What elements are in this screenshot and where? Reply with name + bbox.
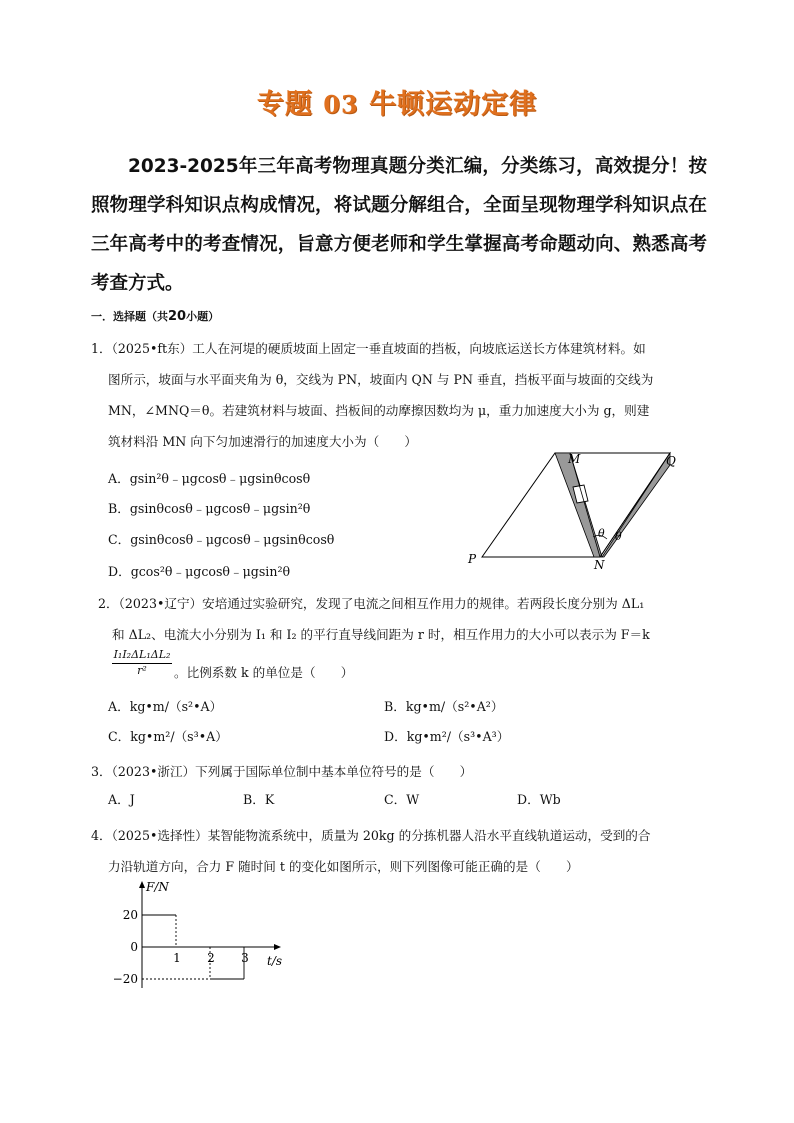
q2-line2: 和 ΔL₂、电流大小分别为 I₁ 和 I₂ 的平行直导线间距为 r 时，相互作用力的大小可以表示为 F＝k: [112, 627, 650, 642]
q2-line1: （2023•辽宁）安培通过实验研究，发现了电流之间相互作用力的规律。若两段长度分别为 ΔL₁: [118, 596, 645, 611]
title-number: 03: [323, 90, 359, 119]
q3-option-a: A．J: [108, 792, 135, 807]
question-1: [91, 333, 707, 457]
x-tick-label: 2: [207, 951, 215, 965]
label-n: N: [594, 558, 605, 570]
q3-line1: （2023•浙江）下列属于国际单位制中基本单位符号的是（ ）: [111, 764, 473, 779]
q2-fraction-numerator: I₁I₂ΔL₁ΔL₂: [112, 647, 172, 664]
label-q: Q: [666, 454, 676, 468]
y-tick-label: 20: [122, 908, 138, 922]
q3-option-d: D．Wb: [517, 792, 561, 807]
q2-fraction-denominator: r²: [137, 664, 147, 677]
label-theta-2: θ: [615, 530, 622, 543]
q2-option-b: B．kg•m/（s²•A²）: [384, 699, 504, 714]
label-theta-1: θ: [598, 527, 605, 540]
q1-option-a: A．gsin²θ﹣μgcosθ﹣μgsinθcosθ: [108, 471, 311, 486]
q1-line4: 筑材料沿 MN 向下匀加速滑行的加速度大小为（ ）: [108, 434, 417, 449]
q1-option-c: C．gsinθcosθ﹣μgcosθ﹣μgsinθcosθ: [108, 532, 335, 547]
intro-paragraph: 2023-2025年三年高考物理真题分类汇编，分类练习，高效提分！按照物理学科知识点构成情况，将试题分解组合，全面呈现物理学科知识点在三年高考中的考查情况，旨意方便老师和学生掌握高考命题动向、熟悉高考考查方式。: [91, 156, 707, 294]
q2-option-c: C．kg•m²/（s³•A）: [108, 729, 228, 744]
q2-number: 2．: [98, 596, 119, 611]
section-heading: [91, 308, 219, 324]
section-count: 20: [168, 309, 187, 324]
force-time-chart: [110, 876, 300, 996]
q2-fraction: [112, 647, 172, 678]
title-prefix: 专题: [256, 89, 313, 120]
q4-line2: 力沿轨道方向，合力 F 随时间 t 的变化如图所示，则下列图像可能正确的是（ ）: [108, 859, 579, 874]
page-title: [0, 82, 794, 121]
x-axis-label: t/s: [267, 954, 283, 968]
y-tick-label: −20: [112, 972, 138, 986]
q4-number: 4．: [91, 828, 112, 843]
q3-number: 3．: [91, 764, 112, 779]
x-tick-label: 1: [173, 951, 181, 965]
x-tick-label: 3: [241, 951, 249, 965]
q3-option-c: C．W: [384, 792, 420, 807]
q1-number: 1．: [91, 341, 112, 356]
question-3: [91, 756, 707, 787]
q1-line1: （2025•ft东）工人在河堤的硬质坡面上固定一垂直坡面的挡板，向坡底运送长方体建筑材料。如: [111, 341, 646, 356]
q2-option-d: D．kg•m²/（s³•A³）: [384, 729, 510, 744]
q2-option-a: A．kg•m/（s²•A）: [108, 699, 223, 714]
label-m: M: [568, 452, 581, 466]
title-suffix: 牛顿运动定律: [369, 89, 538, 120]
label-p: P: [468, 552, 477, 566]
q1-line3: MN，∠MNQ＝θ。若建筑材料与坡面、挡板间的动摩擦因数均为 μ，重力加速度大小为 g，则建: [108, 403, 650, 418]
section-suffix: 小题）: [186, 310, 220, 323]
question-4: [91, 820, 707, 882]
y-tick-label: 0: [130, 940, 138, 954]
line-nq: [600, 453, 670, 557]
q1-option-d: D．gcos²θ﹣μgcosθ﹣μgsin²θ: [108, 564, 291, 579]
baffle-plate: [555, 453, 602, 557]
y-axis-label: F/N: [146, 880, 169, 894]
section-prefix: 一．选择题（共: [91, 310, 168, 323]
q4-line1: （2025•选择性）某智能物流系统中，质量为 20kg 的分拣机器人沿水平直线轨道运动，受到的合: [111, 828, 651, 843]
q2-line3: 。比例系数 k 的单位是（ ）: [174, 665, 354, 680]
incline-figure: [460, 445, 710, 570]
q1-line2: 图所示，坡面与水平面夹角为 θ，交线为 PN，坡面内 QN 与 PN 垂直，挡板平面与坡面的交线为: [108, 372, 654, 387]
q3-option-b: B．K: [243, 792, 275, 807]
question-2: [98, 588, 707, 650]
q1-option-b: B．gsinθcosθ﹣μgcosθ﹣μgsin²θ: [108, 501, 311, 516]
